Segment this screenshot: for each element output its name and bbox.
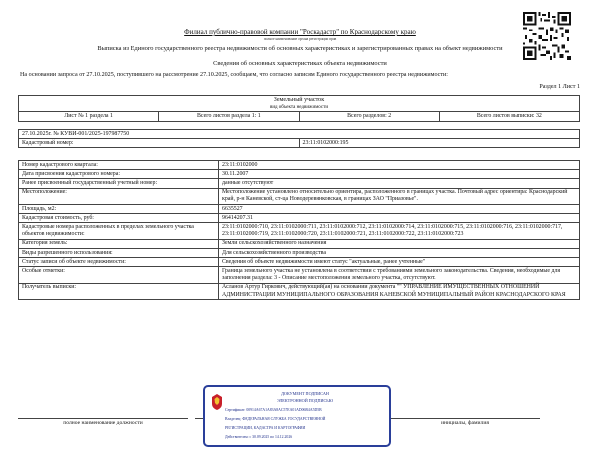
row-label: Кадастровая стоимость, руб: <box>19 214 219 223</box>
row-value: 30.11.2007 <box>219 170 580 179</box>
date-number: 27.10.2025г. № КУВИ-001/2025-197987750 <box>19 130 580 139</box>
qr-code-icon <box>523 12 571 60</box>
electronic-signature-stamp <box>203 385 391 447</box>
row-value: 23:11:0102000 <box>219 161 580 170</box>
info-title: Сведения об основных характеристиках объекта недвижимости <box>213 60 387 67</box>
cadastral-number-value: 23:11:0102000:195 <box>299 139 580 148</box>
object-type-subtitle: вид объекта недвижимости <box>269 104 329 110</box>
row-value: 6635527 <box>219 205 580 214</box>
table-row <box>19 223 580 239</box>
row-label: Получатель выписки: <box>19 283 219 299</box>
row-label: Категория земель: <box>19 239 219 248</box>
table-row <box>19 161 580 170</box>
document-id-table <box>18 129 580 148</box>
row-value: данные отсутствуют <box>219 179 580 188</box>
table-row <box>19 188 580 204</box>
row-value: Для сельскохозяйственного производства <box>219 249 580 258</box>
row-label: Виды разрешенного использования: <box>19 249 219 258</box>
row-label: Номер кадастрового квартала: <box>19 161 219 170</box>
intro-text: На основании запроса от 27.10.2025, поступившего на рассмотрение 27.10.2025, сообщаем, что согласно записям Единого государственного реестра недвижимости: <box>20 72 448 78</box>
row-value: Граница земельного участка не установлена в соответствии с требованиями земельного законодательства. Сведения, необходимые для заполнения раздела: 3 - Описание местоположения земельного участка, отсутствуют. <box>219 267 580 283</box>
row-label: Ранее присвоенный государственный учетный номер: <box>19 179 219 188</box>
row-value: Сведения об объекте недвижимости имеют статус "актуальные, ранее учтенные" <box>219 258 580 267</box>
cadastral-number-label: Кадастровый номер: <box>19 139 300 148</box>
name-label: инициалы, фамилия <box>390 418 540 426</box>
object-type: Земельный участок <box>273 96 325 103</box>
stamp-owner-cont: РЕГИСТРАЦИИ, КАДАСТРА И КАРТОГРАФИИ <box>225 426 306 430</box>
table-row <box>19 205 580 214</box>
row-label: Статус записи об объекте недвижимости: <box>19 258 219 267</box>
row-label: Площадь, м2: <box>19 205 219 214</box>
section-label: Раздел 1 Лист 1 <box>539 84 580 90</box>
row-label: Дата присвоения кадастрового номера: <box>19 170 219 179</box>
row-label: Местоположение: <box>19 188 219 204</box>
stamp-line-1: ДОКУМЕНТ ПОДПИСАН <box>281 391 329 396</box>
row-value: Земли сельскохозяйственного назначения <box>219 239 580 248</box>
org-name: Филиал публично-правовой компании "Роскадастр" по Краснодарскому краю <box>184 28 416 36</box>
stamp-line-2: ЭЛЕКТРОННОЙ ПОДПИСЬЮ <box>276 398 334 403</box>
org-subtitle: полное наименование органа регистрации прав <box>263 37 337 41</box>
table-row <box>19 283 580 299</box>
table-row <box>19 214 580 223</box>
stamp-certificate: Сертификат: 00914A67A1A83A8AC57EA01AD06B4A5D5B <box>225 408 322 412</box>
coat-of-arms-icon <box>210 393 224 411</box>
total-sheets-extract: Всего листов выписки: 32 <box>439 112 579 121</box>
sheet-number: Лист № 1 раздела 1 <box>19 112 159 121</box>
table-row <box>19 179 580 188</box>
stamp-validity: Действителен: с 30.09.2025 по 14.12.2026 <box>225 435 293 439</box>
characteristics-table <box>18 160 580 300</box>
table-row <box>19 239 580 248</box>
position-label: полное наименование должности <box>18 418 188 426</box>
object-header-table <box>18 95 580 122</box>
table-row <box>19 249 580 258</box>
table-row <box>19 170 580 179</box>
table-row <box>19 267 580 283</box>
row-label: Кадастровые номера расположенных в пределах земельного участка объектов недвижимости: <box>19 223 219 239</box>
row-value: 96414207.31 <box>219 214 580 223</box>
total-sections: Всего разделов: 2 <box>299 112 439 121</box>
row-value: Местоположение установлено относительно ориентира, расположенного в границах участка. Почтовый адрес ориентира: Краснодарский край, р-н Каневской, ст-ца Новодеревянковская, в границах ЗАО "Приазовье". <box>219 188 580 204</box>
document-title: Выписка из Единого государственного реестра недвижимости об основных характеристиках и зарегистрированных правах на объект недвижимости <box>97 45 503 52</box>
row-value: Асланов Артур Гиркович, действующий(ая) на основании документа "" УПРАВЛЕНИЕ ИМУЩЕСТВЕННЫХ ОТНОШЕНИЙ АДМИНИСТРАЦИИ МУНИЦИПАЛЬНОГО ОБРАЗОВАНИЯ КАНЕВСКОЙ МУНИЦИПАЛЬНЫЙ РАЙОН КРАСНОДАРСКОГО КРАЯ <box>219 283 580 299</box>
total-sheets-section: Всего листов раздела 1: 1 <box>159 112 299 121</box>
table-row <box>19 258 580 267</box>
row-value: 23:11:0102000:710, 23:11:0102000:711, 23:11:0102000:712, 23:11:0102000:714, 23:11:0102000:715, 23:11:0102000:716, 23:11:0102000:717, 23:11:0102000:719, 23:11:0102000:720, 23:11:0102000:721, 23:11:0102000:722, 23:11:0102000:723 <box>219 223 580 239</box>
object-type-cell <box>19 96 580 112</box>
stamp-owner: Владелец: ФЕДЕРАЛЬНАЯ СЛУЖБА ГОСУДАРСТВЕННОЙ <box>225 417 326 421</box>
row-label: Особые отметки: <box>19 267 219 283</box>
